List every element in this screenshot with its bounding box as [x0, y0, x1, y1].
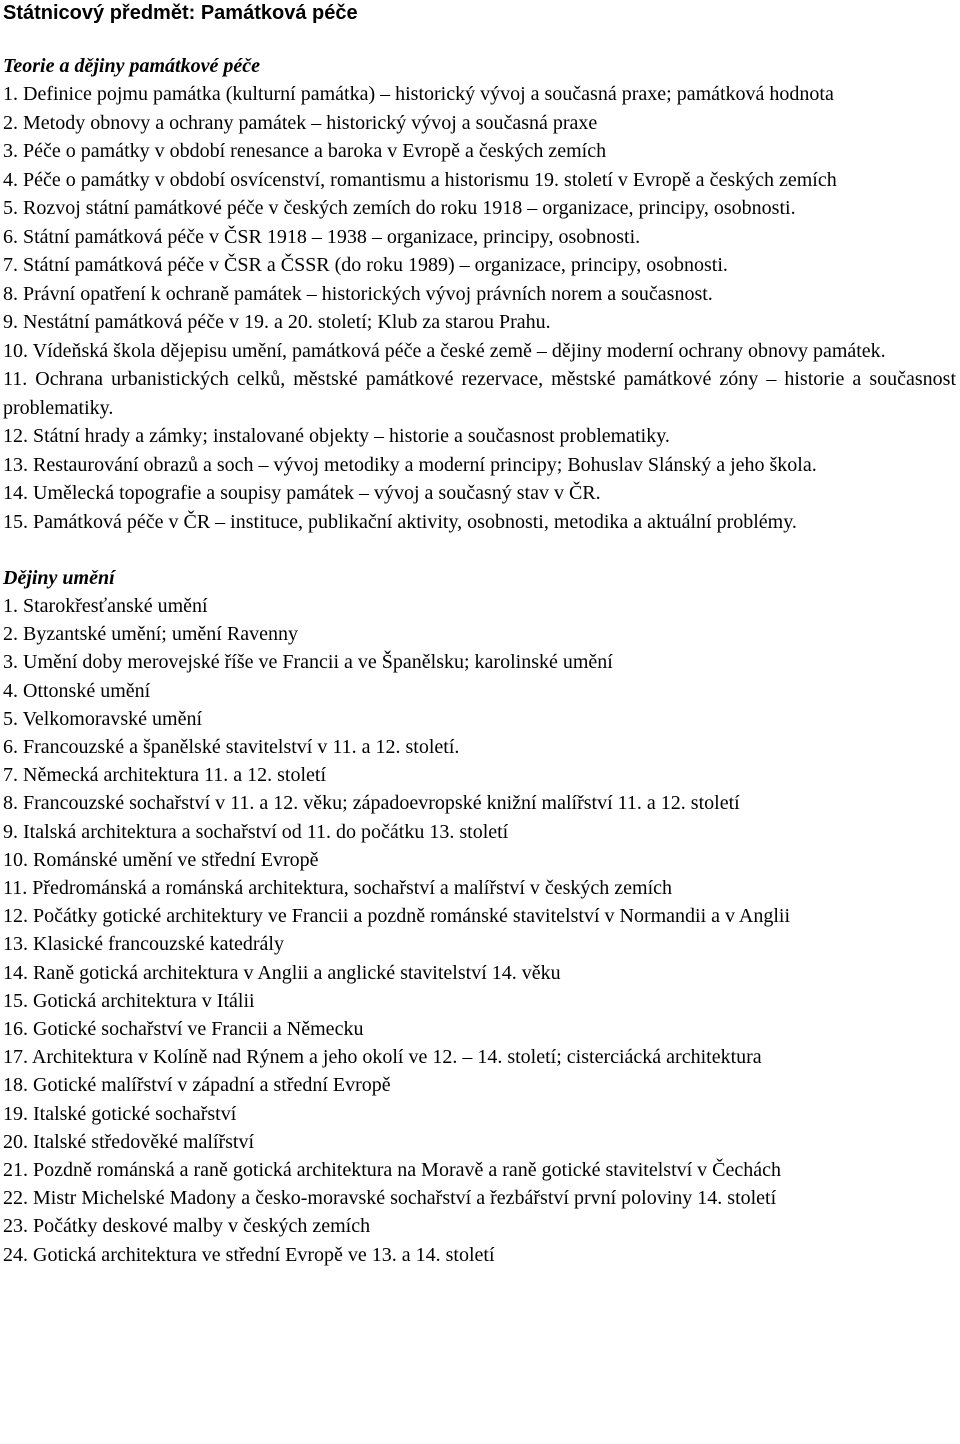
- list-item: 16. Gotické sochařství ve Francii a Německu: [3, 1018, 364, 1041]
- section-heading: Dějiny umění: [3, 567, 115, 589]
- list-item: 10. Románské umění ve střední Evropě: [3, 848, 319, 871]
- list-item: 6. Státní památková péče v ČSR 1918 – 1938 – organizace, principy, osobnosti.: [3, 225, 641, 248]
- list-item: 6. Francouzské a španělské stavitelství v 11. a 12. století.: [3, 736, 460, 759]
- list-item: 13. Klasické francouzské katedrály: [3, 933, 284, 956]
- list-item: 11. Ochrana urbanistických celků, městské památkové rezervace, městské památkové zóny – historie a současnost problematiky.: [3, 368, 956, 419]
- list-item: 12. Počátky gotické architektury ve Francii a pozdně románské stavitelství v Normandii a v Anglii: [3, 905, 791, 928]
- section-heading: Teorie a dějiny památkové péče: [3, 55, 260, 77]
- list-item: 1. Definice pojmu památka (kulturní památka) – historický vývoj a současná praxe; památková hodnota: [3, 83, 834, 105]
- document-page: [3, 0, 956, 1269]
- list-item: 10. Vídeňská škola dějepisu umění, památková péče a české země – dějiny moderní ochrany obnovy památek.: [3, 339, 886, 362]
- list-item: 3. Péče o památky v období renesance a baroka v Evropě a českých zemích: [3, 140, 607, 162]
- list-item: 3. Umění doby merovejské říše ve Francii a ve Španělsku; karolinské umění: [3, 651, 613, 674]
- list-item: 5. Velkomoravské umění: [3, 707, 203, 730]
- section-art-history: [3, 564, 956, 1269]
- topic-list-theory: [3, 80, 956, 536]
- list-item: 20. Italské středověké malířství: [3, 1130, 255, 1153]
- list-item: 21. Pozdně románská a raně gotická architektura na Moravě a raně gotické stavitelství v Čechách: [3, 1159, 782, 1182]
- list-item: 17. Architektura v Kolíně nad Rýnem a jeho okolí ve 12. – 14. století; cisterciácká architektura: [3, 1046, 762, 1069]
- list-item: 4. Péče o památky v období osvícenství, romantismu a historismu 19. století v Evropě a českých zemích: [3, 168, 837, 191]
- list-item: 7. Německá architektura 11. a 12. století: [3, 764, 327, 787]
- list-item: 7. Státní památková péče v ČSR a ČSSR (do roku 1989) – organizace, principy, osobnosti.: [3, 254, 728, 276]
- list-item: 15. Gotická architektura v Itálii: [3, 989, 255, 1012]
- list-item: 14. Raně gotická architektura v Anglii a anglické stavitelství 14. věku: [3, 961, 561, 984]
- list-item: 9. Nestátní památková péče v 19. a 20. století; Klub za starou Prahu.: [3, 311, 551, 333]
- list-item: 24. Gotická architektura ve střední Evropě ve 13. a 14. století: [3, 1243, 495, 1266]
- list-item: 15. Památková péče v ČR – instituce, publikační aktivity, osobnosti, metodika a aktuální problémy.: [3, 510, 797, 533]
- list-item: 2. Metody obnovy a ochrany památek – historický vývoj a současná praxe: [3, 111, 598, 134]
- document-title: Státnicový předmět: Památková péče: [3, 2, 358, 24]
- list-item: 23. Počátky deskové malby v českých zemích: [3, 1215, 371, 1238]
- list-item: 14. Umělecká topografie a soupisy památek – vývoj a současný stav v ČR.: [3, 482, 601, 504]
- list-item: 22. Mistr Michelské Madony a česko-moravské sochařství a řezbářství první poloviny 14. století: [3, 1187, 777, 1210]
- list-item: 9. Italská architektura a sochařství od 11. do počátku 13. století: [3, 820, 509, 843]
- list-item: 8. Francouzské sochařství v 11. a 12. věku; západoevropské knižní malířství 11. a 12. století: [3, 792, 740, 815]
- list-item: 5. Rozvoj státní památkové péče v českých zemích do roku 1918 – organizace, principy, osobnosti.: [3, 197, 796, 219]
- list-item: 19. Italské gotické sochařství: [3, 1102, 237, 1125]
- list-item: 12. Státní hrady a zámky; instalované objekty – historie a současnost problematiky.: [3, 425, 670, 447]
- section-theory-history: [3, 52, 956, 536]
- list-item: 2. Byzantské umění; umění Ravenny: [3, 623, 298, 646]
- topic-list-art-history: [3, 592, 956, 1269]
- list-item: 8. Právní opatření k ochraně památek – historických vývoj právních norem a současnost.: [3, 282, 713, 305]
- list-item: 4. Ottonské umění: [3, 679, 151, 702]
- list-item: 13. Restaurování obrazů a soch – vývoj metodiky a moderní principy; Bohuslav Slánský a jeho škola.: [3, 453, 817, 476]
- list-item: 11. Předrománská a románská architektura, sochařství a malířství v českých zemích: [3, 877, 673, 900]
- list-item: 1. Starokřesťanské umění: [3, 595, 208, 617]
- list-item: 18. Gotické malířství v západní a střední Evropě: [3, 1074, 391, 1097]
